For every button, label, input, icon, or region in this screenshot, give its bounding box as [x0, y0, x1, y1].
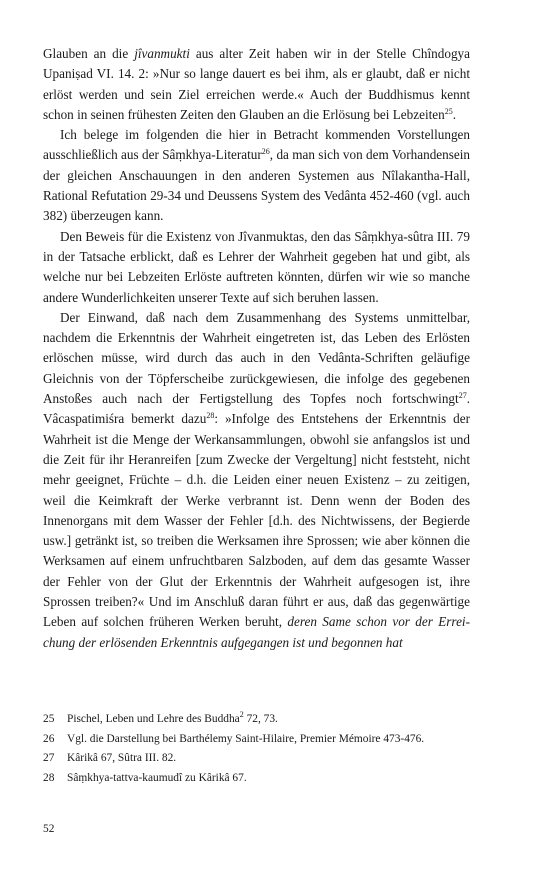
footnotes	[43, 711, 470, 789]
paragraph-2	[43, 125, 470, 226]
text-run: .	[452, 106, 457, 122]
footnote-ref-27[interactable]: 27	[458, 391, 467, 401]
text-run: Den Beweis für die Existenz von Jîvanmuktas, den das Sâṃkhya-sûtra III. 79 in der Tatsache erblickt, daß es Lehrer der Wahrheit gegeben hat und gibt, als welche nur bei Lebzeiten Erlöste auftreten könnten, dürfen wir wie so manche andere Wunderlichkeiten unserer Texte auf sich beruhen lassen.	[43, 228, 470, 305]
text-run: Pischel, Leben und Lehre des Buddha	[67, 713, 240, 725]
paragraph-4	[43, 308, 470, 653]
footnote-26	[43, 731, 470, 749]
text-run: Glauben an die	[43, 46, 135, 61]
footnote-number: 28	[43, 771, 55, 784]
edition-superscript: 2	[239, 710, 244, 719]
text-run: : »Infolge des Entstehens der Erkenntnis der Wahrheit ist die Menge der Werkansammlungen, obwohl sie anfangslos ist und die Zeit für ihr Heranreifen [zum Zwecke der Vergeltung] nicht feststeht, nicht mehr geeignet, Früchte – d.h. die Leiden einer neuen Existenz – zu zeitigen, weil die Keimkraft der Werke verbrannt ist. Denn wenn der Boden des Innenorgans mit dem Wasser der Fehler [d.h. des Nichtwissens, der Begierde usw.] getränkt ist, so treiben die Werksamen ihre Sprossen; wie aber können die Werksamen auf einem unfruchtbaren Salzboden, auf dem das gesamte Wasser der Fehler von der Glut der Erkenntnis der Wahrheit aufgesogen ist, ihre Sprossen treiben?« Und im Anschluß daran führt er aus, daß das gegenwärtige Leben auf solchen früheren Werken beruht,	[43, 411, 470, 630]
footnote-ref-26[interactable]: 26	[261, 147, 270, 157]
footnote-27	[43, 750, 470, 768]
footnote-ref-25[interactable]: 25	[444, 106, 453, 116]
text-run: Der Einwand, daß nach dem Zusammenhang des Systems unmittelbar, nachdem die Erkenntnis der Wahrheit eingetreten ist, das Leben des Erlösten erlöschen müsse, wird durch das auch in den Vedânta-Schriften geläufige Gleichnis von der Töpferscheibe zurückgewiesen, die infolge des gegebenen Anstoßes auch nach der Fertigstellung des Topfes noch fortschwingt	[43, 309, 470, 407]
main-text	[43, 44, 470, 653]
paragraph-3	[43, 227, 470, 308]
text-run: , da man sich von dem Vorhandensein der gleichen Anschauungen in den anderen Systemen aus Nîlakantha-Hall, Rational Refutation 29-34 und Deussens System des Vedânta 452-460 (vgl. auch 382) überzeugen kann.	[43, 147, 470, 224]
footnote-25	[43, 711, 470, 729]
footnote-28	[43, 770, 470, 788]
paragraph-1	[43, 44, 470, 125]
footnote-text: Vgl. die Darstellung bei Barthélemy Saint-Hilaire, Premier Mémoire 473-476.	[67, 732, 425, 745]
footnote-ref-28[interactable]: 28	[206, 411, 215, 421]
footnote-number: 27	[43, 752, 55, 765]
text-run: aus alter Zeit haben wir in der Stelle Chîndogya Upaniṣad VI. 14. 2: »Nur so lange dauert es bei ihm, als er glaubt, daß er nicht erlöst werden und sein Ziel erreichen werde.« Auch der Buddhismus kennt schon in seinen frühesten Zeiten den Glauben an die Erlösung bei Lebzeiten	[43, 46, 471, 122]
footnote-number: 25	[43, 713, 55, 725]
footnote-text: Sâṃkhya-tattva-kaumudî zu Kârikâ 67.	[67, 771, 247, 784]
footnote-number: 26	[43, 732, 55, 745]
footnote-text: Kârikâ 67, Sûtra III. 82.	[67, 752, 177, 765]
italic-passage: deren Same schon vor der Erreichung der erlösenden Erkenntnis aufgegangen ist und begonnen hat	[43, 614, 470, 650]
text-run: Ich belege im folgenden die hier in Betracht kommenden Vorstellungen ausschließlich aus der Sâṃkhya-Literatur	[43, 127, 470, 163]
italic-term: jîvanmukti	[134, 46, 190, 61]
text-run: . Vâcaspatimiśra bemerkt dazu	[43, 391, 470, 427]
page-number: 52	[43, 823, 55, 835]
text-run: 72, 73.	[243, 713, 278, 725]
footnote-text	[67, 711, 470, 729]
